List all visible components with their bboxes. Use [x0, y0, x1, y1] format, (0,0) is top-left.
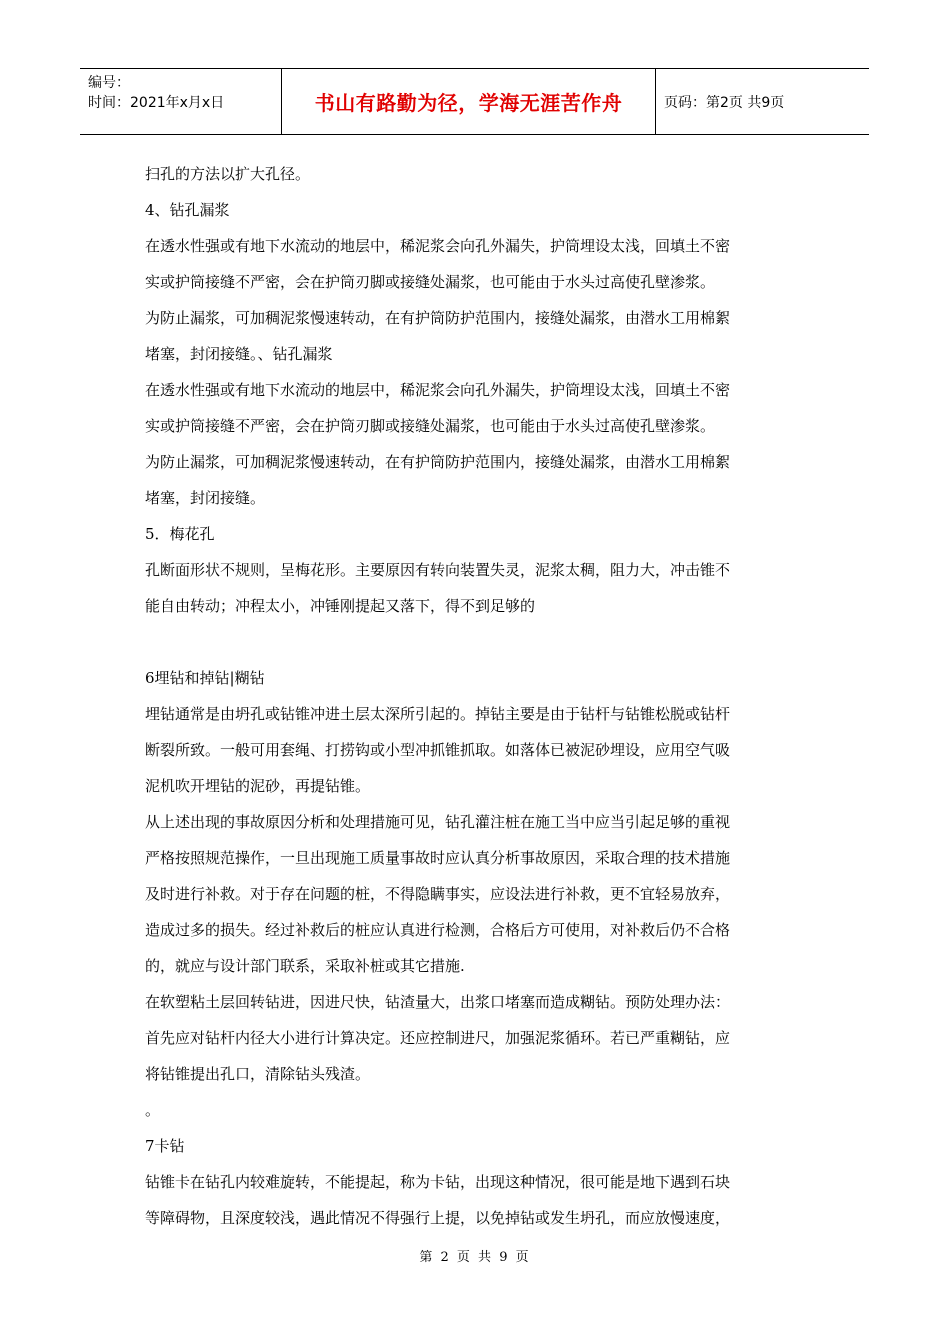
- body-line: 在透水性强或有地下水流动的地层中，稀泥浆会向孔外漏失，护筒埋设太浅，回填土不密: [145, 237, 731, 255]
- body-line: 造成过多的损失。经过补救后的桩应认真进行检测，合格后方可使用，对补救后仍不合格: [145, 921, 731, 939]
- page-header: [80, 68, 869, 135]
- body-line: 首先应对钻杆内径大小进行计算决定。还应控制进尺，加强泥浆循环。若已严重糊钻，应: [145, 1029, 731, 1047]
- body-line: 在软塑粘土层回转钻进，因进尺快，钻渣量大，出浆口堵塞而造成糊钻。预防处理办法：: [145, 993, 731, 1011]
- page-footer: 第 2 页 共 9 页: [419, 1250, 531, 1265]
- header-page-info: 页码：第2页 共9页: [664, 94, 785, 111]
- body-line: 实或护筒接缝不严密，会在护筒刃脚或接缝处漏浆，也可能由于水头过高使孔壁渗浆。: [145, 273, 716, 291]
- body-line: 5．梅花孔: [145, 525, 215, 543]
- body-line: 钻锥卡在钻孔内较难旋转，不能提起，称为卡钻，出现这种情况，很可能是地下遇到石块: [145, 1173, 731, 1191]
- body-line: 扫孔的方法以扩大孔径。: [145, 165, 311, 183]
- document-body: [145, 156, 810, 1236]
- body-line: 能自由转动；冲程太小，冲锤刚提起又落下，得不到足够的: [145, 597, 536, 615]
- body-line: 6埋钻和掉钻|糊钻: [145, 669, 265, 687]
- header-motto: 书山有路勤为径，学海无涯苦作舟: [282, 69, 656, 134]
- body-line: 堵塞，封闭接缝。: [145, 489, 266, 507]
- document-number: 编号：: [88, 75, 130, 91]
- body-line: 断裂所致。一般可用套绳、打捞钩或小型冲抓锥抓取。如落体已被泥砂埋设，应用空气吸: [145, 741, 731, 759]
- body-line: 实或护筒接缝不严密，会在护筒刃脚或接缝处漏浆，也可能由于水头过高使孔壁渗浆。: [145, 417, 716, 435]
- body-line: 埋钻通常是由坍孔或钻锥冲进土层太深所引起的。掉钻主要是由于钻杆与钻锥松脱或钻杆: [145, 705, 731, 723]
- body-line: 及时进行补救。对于存在问题的桩，不得隐瞒事实，应设法进行补救，更不宜轻易放弃，: [145, 885, 731, 903]
- body-line: 等障碍物，且深度较浅，遇此情况不得强行上提，以免掉钻或发生坍孔，而应放慢速度，: [145, 1209, 731, 1227]
- body-line: 泥机吹开埋钻的泥砂，再提钻锥。: [145, 777, 371, 795]
- body-line: 。: [145, 1101, 161, 1119]
- body-line: 的，就应与设计部门联系，采取补桩或其它措施.: [145, 957, 465, 975]
- blank-line: [145, 624, 810, 660]
- body-line: 7卡钻: [145, 1137, 185, 1155]
- body-line: 为防止漏浆，可加稠泥浆慢速转动，在有护筒防护范围内，接缝处漏浆，由潜水工用棉絮: [145, 309, 731, 327]
- body-line: 堵塞，封闭接缝。、钻孔漏浆: [145, 345, 333, 363]
- header-meta: [80, 69, 282, 134]
- body-line: 在透水性强或有地下水流动的地层中，稀泥浆会向孔外漏失，护筒埋设太浅，回填土不密: [145, 381, 731, 399]
- body-line: 严格按照规范操作，一旦出现施工质量事故时应认真分析事故原因，采取合理的技术措施: [145, 849, 731, 867]
- body-line: 为防止漏浆，可加稠泥浆慢速转动，在有护筒防护范围内，接缝处漏浆，由潜水工用棉絮: [145, 453, 731, 471]
- body-line: 将钻锥提出孔口，清除钻头残渣。: [145, 1065, 371, 1083]
- body-line: 孔断面形状不规则，呈梅花形。主要原因有转向装置失灵，泥浆太稠，阻力大，冲击锥不: [145, 561, 731, 579]
- body-line: 从上述出现的事故原因分析和处理措施可见，钻孔灌注桩在施工当中应当引起足够的重视: [145, 813, 731, 831]
- body-line: 4、钻孔漏浆: [145, 201, 230, 219]
- document-date: 时间：2021年x月x日: [88, 95, 225, 111]
